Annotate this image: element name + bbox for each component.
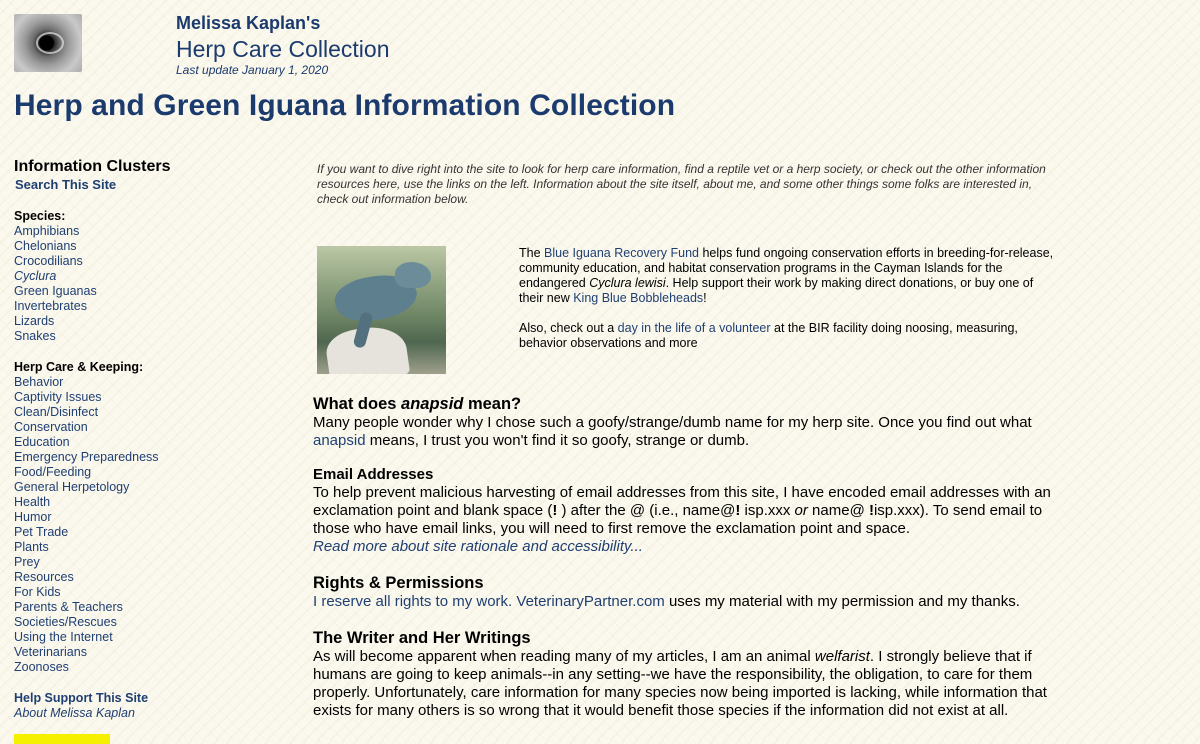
search-site-link[interactable]: Search This Site [15, 177, 117, 192]
sidebar-link-snakes[interactable]: Snakes [14, 329, 56, 343]
text: Many people wonder why I chose such a goofy/strange/dumb name for my herp site. Once you find out what [313, 414, 1032, 431]
site-rationale-link[interactable]: Read more about site rationale and accessibility... [313, 538, 643, 555]
about-author-link[interactable]: About Melissa Kaplan [14, 706, 135, 720]
text: mean? [463, 395, 522, 413]
email-heading: Email Addresses [313, 466, 434, 483]
text: uses my material with my permission and my thanks. [664, 593, 1020, 610]
last-update: Last update January 1, 2020 [176, 63, 329, 77]
sidebar-link-lizards[interactable]: Lizards [14, 314, 55, 328]
text: welfarist [814, 648, 870, 665]
sidebar-link-emergency-preparedness[interactable]: Emergency Preparedness [14, 450, 159, 464]
anapsid-link[interactable]: anapsid [313, 432, 366, 449]
site-logo-eye-image[interactable] [14, 14, 82, 72]
text: To help prevent malicious harvesting of email addresses from this site, I have encoded email addresses with an exclamation point and blank space ( [313, 484, 1051, 519]
blue-iguana-fund-link[interactable]: Blue Iguana Recovery Fund [544, 246, 699, 260]
writer-heading: The Writer and Her Writings [313, 629, 531, 647]
sidebar-link-using-the-internet[interactable]: Using the Internet [14, 630, 113, 644]
text: The [519, 246, 545, 260]
sidebar-heading: Information Clusters [14, 158, 171, 175]
volunteer-paragraph [519, 321, 1059, 351]
intro-text: If you want to dive right into the site to look for herp care information, find a reptile vet or a herp society, or check out the other information resources here, use the links on the left. Information about the site itself, about me, and some other things some folks are interested in, check out information below. [317, 162, 1046, 206]
fund-paragraph [519, 246, 1059, 306]
rights-link[interactable]: I reserve all rights to my work. [313, 593, 513, 610]
sidebar-link-cyclura[interactable]: Cyclura [14, 269, 57, 283]
text: ! [703, 291, 707, 305]
text: at the BIR facility doing noosing, measuring, behavior observations and more [519, 321, 1018, 350]
veterinary-partner-link[interactable]: VeterinaryPartner.com [516, 593, 665, 610]
care-heading: Herp Care & Keeping: [14, 360, 144, 374]
sidebar-link-pet-trade[interactable]: Pet Trade [14, 525, 69, 539]
sidebar-link-captivity-issues[interactable]: Captivity Issues [14, 390, 102, 404]
rights-text [313, 593, 1073, 611]
volunteer-link[interactable]: day in the life of a volunteer [617, 321, 771, 335]
text: ! [552, 502, 562, 519]
sidebar-link-veterinarians[interactable]: Veterinarians [14, 645, 87, 659]
site-author[interactable]: Melissa Kaplan's [176, 13, 321, 33]
iguana-head-shape [395, 262, 431, 288]
rights-section [313, 573, 1073, 611]
email-section [313, 466, 1073, 556]
text: or [794, 502, 808, 519]
site-name[interactable]: Herp Care Collection [176, 36, 390, 62]
sidebar-link-plants[interactable]: Plants [14, 540, 49, 554]
email-text [313, 484, 1073, 556]
sidebar-link-health[interactable]: Health [14, 495, 51, 509]
species-name: Cyclura lewisi [589, 276, 666, 290]
text: helps fund ongoing conservation efforts in breeding-for-release, community education, and habitat conservation programs in the Cayman Islands for the endangered [519, 246, 1054, 290]
sidebar-link-societies-rescues[interactable]: Societies/Rescues [14, 615, 117, 629]
blue-iguana-photo[interactable] [317, 246, 446, 374]
donate-banner[interactable] [14, 734, 110, 744]
rights-heading: Rights & Permissions [313, 574, 484, 592]
bobbleheads-link[interactable]: King Blue Bobbleheads [573, 291, 704, 305]
sidebar-link-food-feeding[interactable]: Food/Feeding [14, 465, 92, 479]
sidebar-link-amphibians[interactable]: Amphibians [14, 224, 80, 238]
anapsid-text [313, 414, 1073, 450]
text: What does [313, 395, 402, 413]
sidebar-link-zoonoses[interactable]: Zoonoses [14, 660, 69, 674]
sidebar-link-clean-disinfect[interactable]: Clean/Disinfect [14, 405, 99, 419]
writer-text [313, 648, 1073, 720]
sidebar-link-green-iguanas[interactable]: Green Iguanas [14, 284, 97, 298]
sidebar-link-prey[interactable]: Prey [14, 555, 40, 569]
species-heading: Species: [14, 209, 66, 223]
sidebar-link-parents-teachers[interactable]: Parents & Teachers [14, 600, 123, 614]
sidebar-link-conservation[interactable]: Conservation [14, 420, 88, 434]
anapsid-heading [313, 394, 1073, 414]
sidebar-link-general-herpetology[interactable]: General Herpetology [14, 480, 130, 494]
text: ) after the @ (i.e., name@ [561, 502, 736, 519]
text: isp.xxx). To send email to those who have email links, you will need to first remove the exclamation point and space. [313, 502, 1043, 537]
text: isp.xxx [744, 502, 795, 519]
writer-section [313, 628, 1073, 720]
page-title: Herp and Green Iguana Information Collection [14, 89, 676, 122]
sidebar-link-invertebrates[interactable]: Invertebrates [14, 299, 87, 313]
text: ! [868, 502, 874, 519]
sidebar-nav [14, 158, 194, 721]
sidebar-link-chelonians[interactable]: Chelonians [14, 239, 77, 253]
text: anapsid [401, 395, 464, 413]
sidebar-link-crocodilians[interactable]: Crocodilians [14, 254, 83, 268]
sidebar-link-for-kids[interactable]: For Kids [14, 585, 61, 599]
sidebar-link-behavior[interactable]: Behavior [14, 375, 64, 389]
fund-text [519, 246, 1059, 366]
sidebar-link-humor[interactable]: Humor [14, 510, 52, 524]
text: As will become apparent when reading many of my articles, I am an animal [313, 648, 815, 665]
text: ! [735, 502, 745, 519]
sidebar-link-resources[interactable]: Resources [14, 570, 74, 584]
text: Also, check out a [519, 321, 618, 335]
text: . I strongly believe that if humans are going to keep animals--in any setting--we have the responsibility, the obligation, to care for them properly. Unfortunately, care information for many species now being imported is lacking, while information that exists for many others is so wrong that it would benefit those species if the information did not exist at all. [313, 648, 1047, 719]
text: . Help support their work by making direct donations, or buy one of their new [519, 276, 1034, 305]
help-support-link[interactable]: Help Support This Site [14, 691, 149, 705]
text: name@ [807, 502, 869, 519]
anapsid-section [313, 394, 1073, 450]
sidebar-link-education[interactable]: Education [14, 435, 70, 449]
text: means, I trust you won't find it so goofy, strange or dumb. [365, 432, 750, 449]
